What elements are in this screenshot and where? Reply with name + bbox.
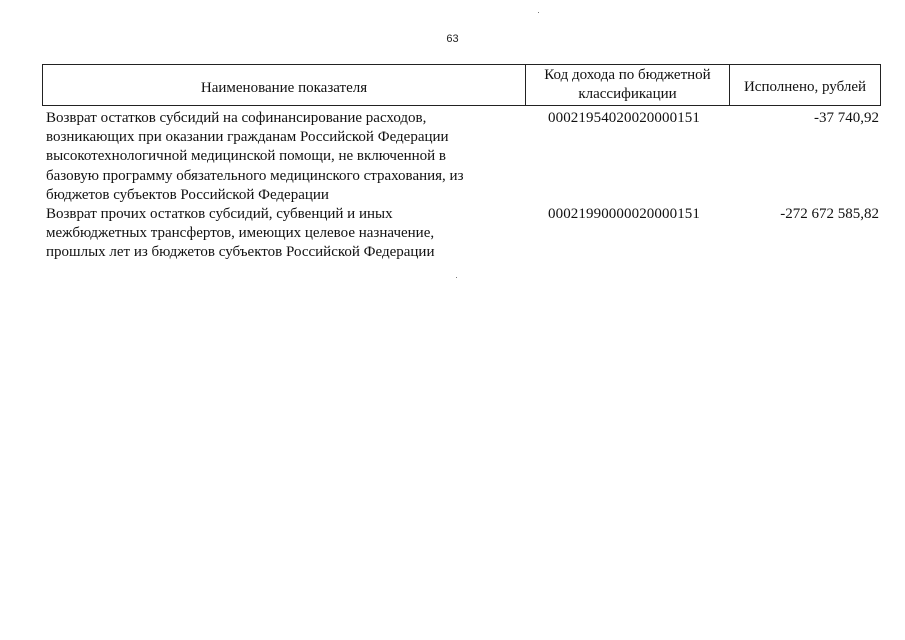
row-name-line: возникающих при оказании гражданам Российской Федерации [46,129,449,146]
row-name-line: прошлых лет из бюджетов субъектов Российской Федерации [46,244,435,261]
row-name-line: базовую программу обязательного медицинского страхования, из [46,167,464,184]
row-code: 00021954020020000151 [548,110,700,126]
row-value: -272 672 585,82 [780,206,879,222]
header-name: Наименование показателя [43,65,526,105]
scan-speck [456,277,457,278]
header-code: Код дохода по бюджетной классификации [526,65,730,105]
row-name-line: Возврат прочих остатков субсидий, субвенций и иных [46,206,393,222]
table-header [42,64,881,106]
header-value: Исполнено, рублей [743,78,867,95]
row-code: 00021990000020000151 [548,206,700,222]
row-value: -37 740,92 [814,110,879,126]
row-name [46,205,516,263]
row-name-line: высокотехнологичной медицинской помощи, не включенной в [46,148,447,165]
page-number: 63 [446,33,459,45]
row-name-line: межбюджетных трансфертов, имеющих целевое назначение, [46,225,435,242]
row-name-line: бюджетов субъектов Российской Федерации [46,186,329,203]
row-name-line: Возврат остатков субсидий на софинансирование расходов, [46,110,427,126]
row-name [46,109,516,205]
scan-speck [538,12,539,13]
